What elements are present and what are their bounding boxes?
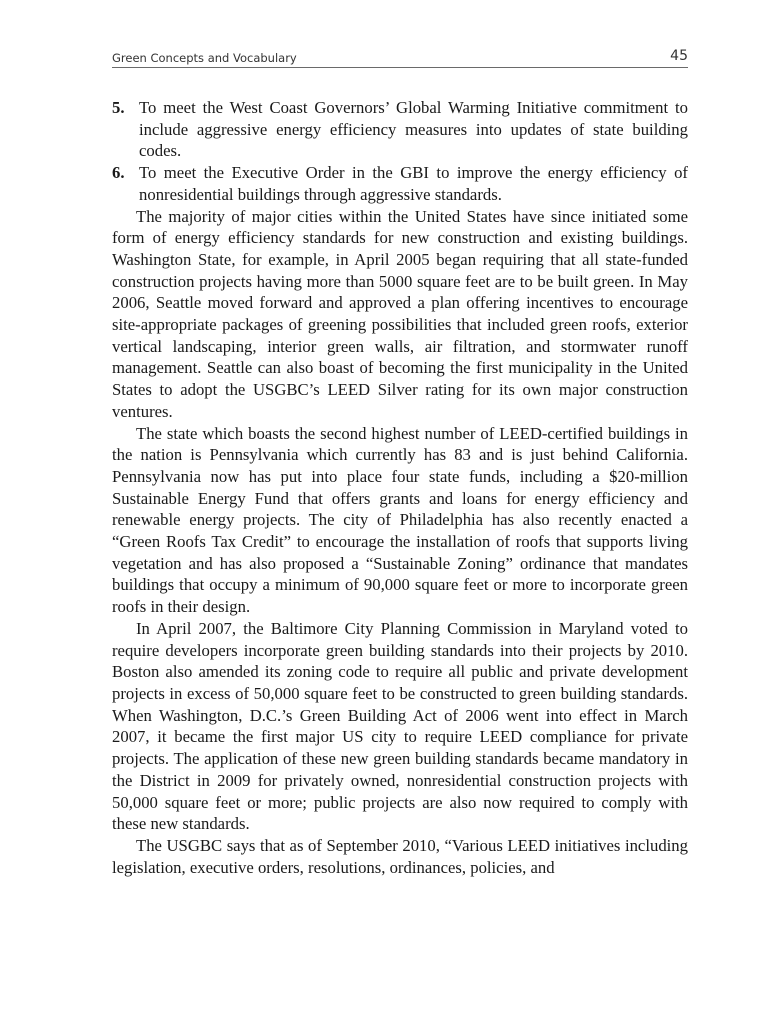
list-item-number: 5.: [112, 98, 125, 117]
page-number: 45: [670, 48, 688, 64]
body-text: [112, 97, 688, 878]
running-header: [112, 50, 688, 68]
chapter-title: Green Concepts and Vocabulary: [112, 51, 297, 65]
list-item-text: To meet the West Coast Governors’ Global Warming Initiative commitment to include aggressive energy efficiency measures into updates of state building codes.: [139, 98, 688, 161]
paragraph: The majority of major cities within the United States have since initiated some form of energy efficiency standards for new construction and existing buildings. Washington State, for example, in April 2005 began requiring that all state-funded construction projects having more than 5000 square feet are to be built green. In May 2006, Seattle moved forward and approved a plan offering incentives to encourage site-appropriate packages of greening possibilities that included green roofs, exterior vertical landscaping, interior green walls, air filtration, and stormwater runoff management. Seattle can also boast of becoming the first municipality in the United States to adopt the USGBC’s LEED Silver rating for its own major construction ventures.: [112, 206, 688, 421]
list-item-number: 6.: [112, 163, 125, 183]
list-item-text: To meet the Executive Order in the GBI to improve the energy efficiency of nonresidential buildings through aggressive standards.: [139, 163, 688, 204]
list-item: [112, 97, 688, 162]
list-item: [112, 162, 688, 205]
paragraph: The state which boasts the second highest number of LEED-certified buildings in the nation is Pennsylvania which currently has 83 and is just behind California. Pennsylvania now has put into place four state funds, including a $20-million Sustainable Energy Fund that offers grants and loans for energy efficiency and renewable energy projects. The city of Philadelphia has also recently enacted a “Green Roofs Tax Credit” to encourage the installation of roofs that supports living vegetation and has also proposed a “Sustainable Zoning” ordinance that mandates buildings that occupy a minimum of 90,000 square feet or more to incorporate green roofs in their design.: [112, 423, 688, 617]
paragraph: In April 2007, the Baltimore City Planning Commission in Maryland voted to require developers incorporate green building standards into their projects by 2010. Boston also amended its zoning code to require all public and private development projects in excess of 50,000 square feet to be constructed to green building standards. When Washington, D.C.’s Green Building Act of 2006 went into effect in March 2007, it became the first major US city to require LEED compliance for private projects. The application of these new green building standards became mandatory in the District in 2009 for privately owned, nonresidential construction projects with 50,000 square feet or more; public projects are also now required to comply with these new standards.: [112, 618, 688, 834]
paragraph: The USGBC says that as of September 2010, “Various LEED initiatives including legislation, executive orders, resolutions, ordinances, policies, and: [112, 835, 688, 877]
